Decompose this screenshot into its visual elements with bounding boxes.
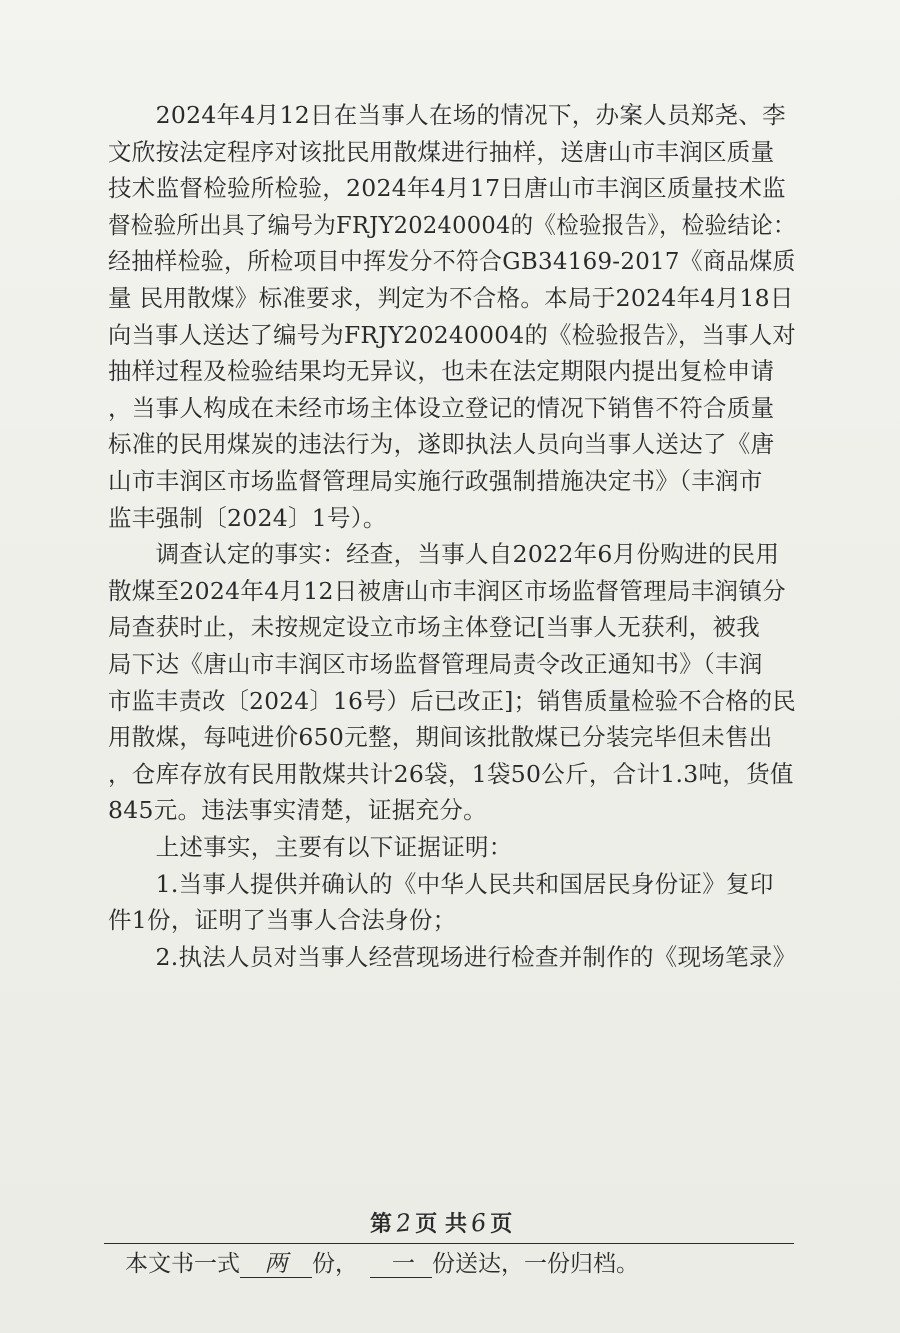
body-line: 市监丰责改〔2024〕16号）后已改正]；销售质量检验不合格的民	[108, 686, 796, 715]
body-line: ，仓库存放有民用散煤共计26袋，1袋50公斤，合计1.3吨，货值	[108, 759, 794, 788]
page-middle: 页 共	[415, 1211, 467, 1237]
body-line: 局查获时止，未按规定设立市场主体登记[当事人无获利，被我	[108, 613, 761, 642]
body-line: 经抽样检验，所检项目中挥发分不符合GB34169-2017《商品煤质	[108, 247, 796, 276]
body-line: 技术监督检验所检验，2024年4月17日唐山市丰润区质量技术监	[108, 174, 786, 203]
copies-prefix: 本文书一式	[125, 1251, 240, 1277]
body-line: 上述事实，主要有以下证据证明：	[108, 833, 513, 861]
page-total-number: 6	[469, 1208, 488, 1238]
page-suffix: 页	[490, 1211, 513, 1237]
page-current-number: 2	[394, 1208, 413, 1238]
body-line: 1.当事人提供并确认的《中华人民共和国居民身份证》复印	[108, 869, 774, 898]
body-line: 件1份，证明了当事人合法身份；	[108, 906, 457, 935]
body-line: 山市丰润区市场监督管理局实施行政强制措施决定书》（丰润市	[108, 467, 763, 495]
body-line: 散煤至2024年4月12日被唐山市丰润区市场监督管理局丰润镇分	[108, 576, 786, 605]
body-line: 监丰强制〔2024〕1号）。	[108, 503, 387, 532]
body-line: 2024年4月12日在当事人在场的情况下，办案人员郑尧、李	[108, 101, 786, 129]
copies-served-fill: 一	[370, 1251, 432, 1278]
body-line: 量 民用散煤》标准要求，判定为不合格。本局于2024年4月18日	[108, 284, 794, 312]
page-number	[370, 1207, 512, 1238]
copies-middle: 份，	[312, 1251, 358, 1277]
body-line: 用散煤，每吨进价650元整，期间该批散煤已分装完毕但未售出	[108, 723, 773, 752]
body-line: 向当事人送达了编号为FRJY20240004的《检验报告》，当事人对	[108, 320, 797, 349]
body-line: 标准的民用煤炭的违法行为，遂即执法人员向当事人送达了《唐	[108, 430, 775, 459]
copies-total-fill: 两	[240, 1251, 312, 1278]
body-line: 2.执法人员对当事人经营现场进行检查并制作的《现场笔录》	[108, 942, 797, 971]
copies-suffix: 份送达，一份归档。	[432, 1251, 639, 1277]
copies-statement	[125, 1245, 639, 1278]
body-line: 局下达《唐山市丰润区市场监督管理局责令改正通知书》（丰润	[108, 650, 763, 678]
body-line: ，当事人构成在未经市场主体设立登记的情况下销售不符合质量	[108, 393, 775, 422]
body-line: 845元。违法事实清楚，证据充分。	[108, 796, 487, 825]
body-line: 督检验所出具了编号为FRJY20240004的《检验报告》，检验结论：	[108, 210, 796, 239]
page-prefix: 第	[370, 1211, 393, 1237]
body-line: 抽样过程及检验结果均无异议，也未在法定期限内提出复检申请	[108, 357, 775, 386]
body-line: 文欣按法定程序对该批民用散煤进行抽样，送唐山市丰润区质量	[108, 137, 775, 166]
body-line: 调查认定的事实：经查，当事人自2022年6月份购进的民用	[108, 540, 780, 569]
